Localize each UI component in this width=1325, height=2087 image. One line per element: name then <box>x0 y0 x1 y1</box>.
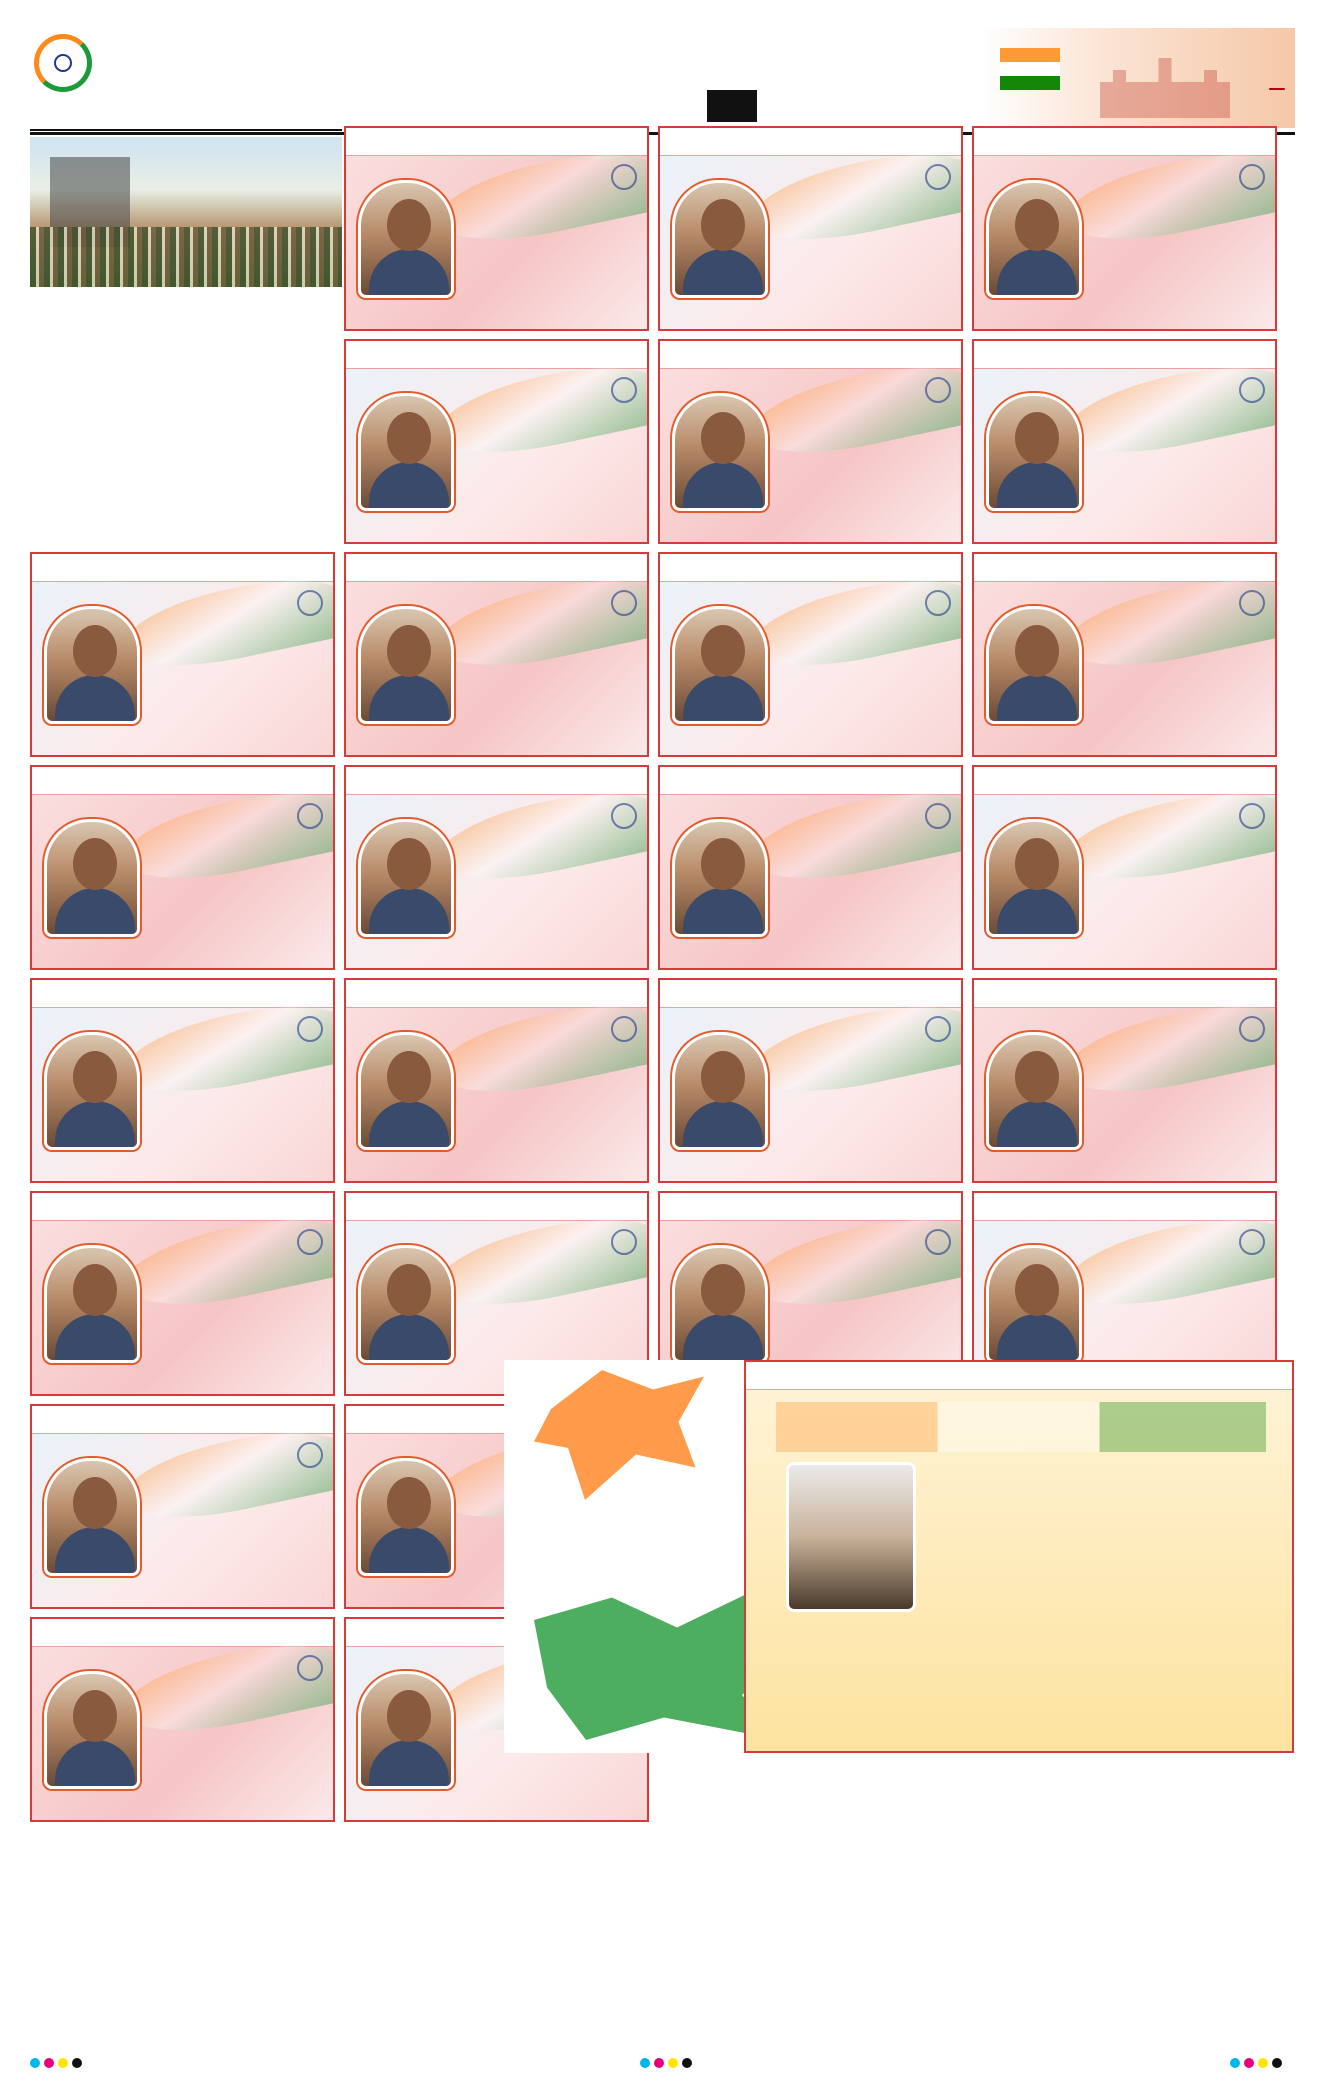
photo-head-shape <box>701 412 745 464</box>
jai-hind-logo <box>30 28 150 108</box>
tricolor-swoosh-decoration <box>745 565 963 681</box>
photo-body-shape <box>369 1740 449 1789</box>
ashoka-chakra-icon <box>925 164 951 190</box>
person-photo <box>358 1458 454 1576</box>
photo-body-shape <box>369 675 449 724</box>
ashoka-chakra-icon <box>611 377 637 403</box>
card-greeting-header <box>660 554 961 582</box>
saffron-splash-shape <box>534 1370 704 1500</box>
ashoka-chakra-icon <box>925 1229 951 1255</box>
greeting-card <box>30 552 335 757</box>
tricolor-swoosh-decoration <box>431 1204 649 1320</box>
photo-head-shape <box>387 1264 431 1316</box>
tricolor-swoosh-decoration <box>1059 778 1277 894</box>
person-photo <box>358 1245 454 1363</box>
photo-head-shape <box>1015 1051 1059 1103</box>
photo-body-shape <box>683 249 763 298</box>
card-greeting-header <box>974 767 1275 795</box>
photo-body-shape <box>55 1527 135 1576</box>
greeting-card <box>658 552 963 757</box>
card-greeting-header <box>32 554 333 582</box>
photo-head-shape <box>1015 412 1059 464</box>
photo-head-shape <box>73 1690 117 1742</box>
tricolor-swoosh-decoration <box>745 778 963 894</box>
card-greeting-header <box>346 128 647 156</box>
photo-body-shape <box>369 1101 449 1150</box>
greeting-card <box>344 978 649 1183</box>
photo-head-shape <box>701 625 745 677</box>
photo-head-shape <box>73 1477 117 1529</box>
page-number <box>707 90 757 122</box>
tricolor-swoosh-decoration <box>745 139 963 255</box>
tricolor-swoosh-decoration <box>117 565 335 681</box>
photo-body-shape <box>55 1101 135 1150</box>
person-photo <box>986 819 1082 937</box>
person-photo <box>44 1245 140 1363</box>
photo-body-shape <box>683 675 763 724</box>
card-greeting-header <box>346 767 647 795</box>
card-greeting-header <box>32 1619 333 1647</box>
ashoka-chakra-icon <box>297 1655 323 1681</box>
photo-body-shape <box>55 1740 135 1789</box>
photo-body-shape <box>369 888 449 937</box>
photo-body-shape <box>683 1101 763 1150</box>
card-greeting-header <box>974 1193 1275 1221</box>
photo-body-shape <box>683 888 763 937</box>
card-greeting-header <box>974 341 1275 369</box>
person-photo <box>672 1032 768 1150</box>
tricolor-swoosh-decoration <box>1059 352 1277 468</box>
color-dots-center <box>640 2058 692 2068</box>
photo-head-shape <box>73 1051 117 1103</box>
photo-body-shape <box>997 462 1077 511</box>
tricolor-swoosh-decoration <box>117 778 335 894</box>
greeting-card <box>30 1617 335 1822</box>
photo-body-shape <box>683 462 763 511</box>
photo-head-shape <box>1015 838 1059 890</box>
ashoka-chakra-icon <box>611 590 637 616</box>
photo-body-shape <box>55 675 135 724</box>
indian-flag-icon <box>1000 48 1060 90</box>
ashoka-chakra-icon <box>611 1229 637 1255</box>
card-greeting-header <box>32 1193 333 1221</box>
card-greeting-header <box>32 767 333 795</box>
person-photo <box>986 1032 1082 1150</box>
tricolor-swoosh-decoration <box>431 565 649 681</box>
person-photo <box>44 1032 140 1150</box>
card-greeting-header <box>974 128 1275 156</box>
ashoka-chakra-icon <box>611 1016 637 1042</box>
tricolor-decoration <box>776 1402 1266 1452</box>
greeting-card <box>344 339 649 544</box>
ashoka-chakra-icon <box>297 1442 323 1468</box>
photo-head-shape <box>387 199 431 251</box>
photo-head-shape <box>701 199 745 251</box>
ashoka-chakra-icon <box>925 1016 951 1042</box>
photo-body-shape <box>55 1314 135 1363</box>
person-photo <box>44 606 140 724</box>
photo-head-shape <box>1015 199 1059 251</box>
photo-head-shape <box>1015 625 1059 677</box>
photo-head-shape <box>701 838 745 890</box>
person-photo <box>986 1245 1082 1363</box>
greeting-card <box>344 552 649 757</box>
greeting-card <box>30 1404 335 1609</box>
person-photo <box>44 819 140 937</box>
photo-body-shape <box>997 888 1077 937</box>
ashoka-chakra-icon <box>297 1016 323 1042</box>
red-fort-icon <box>1100 58 1230 118</box>
card-greeting-header <box>346 980 647 1008</box>
person-photo <box>358 819 454 937</box>
article-photo <box>30 137 342 287</box>
tricolor-swoosh-decoration <box>1059 991 1277 1107</box>
article-headline <box>30 126 342 131</box>
card-greeting-header <box>660 128 961 156</box>
print-registration-marks <box>30 2058 1295 2070</box>
ashoka-chakra-icon <box>925 590 951 616</box>
tricolor-swoosh-decoration <box>117 991 335 1107</box>
photo-body-shape <box>683 1314 763 1363</box>
greeting-card <box>658 765 963 970</box>
person-photo <box>672 393 768 511</box>
photo-head-shape <box>73 1264 117 1316</box>
person-photo <box>358 393 454 511</box>
photo-head-shape <box>701 1051 745 1103</box>
greeting-card <box>30 765 335 970</box>
card-greeting-header <box>32 980 333 1008</box>
greeting-card <box>344 126 649 331</box>
person-photo <box>672 819 768 937</box>
person-photo <box>986 606 1082 724</box>
card-greeting-header <box>660 980 961 1008</box>
greeting-card <box>30 978 335 1183</box>
card-greeting-header <box>974 980 1275 1008</box>
mp-greeting-card <box>744 1360 1294 1753</box>
masthead <box>30 28 1295 128</box>
photo-body-shape <box>997 1101 1077 1150</box>
greeting-card <box>658 339 963 544</box>
mp-photo-1 <box>786 1462 916 1612</box>
color-dots-left <box>30 2058 82 2068</box>
photo-head-shape <box>73 625 117 677</box>
card-greeting-header <box>346 341 647 369</box>
tricolor-swoosh-decoration <box>1059 1204 1277 1320</box>
ashoka-chakra-icon <box>297 803 323 829</box>
greeting-card <box>972 126 1277 331</box>
person-photo <box>986 180 1082 298</box>
person-photo <box>672 1245 768 1363</box>
tricolor-swoosh-decoration <box>117 1204 335 1320</box>
person-photo <box>986 393 1082 511</box>
greeting-card <box>30 1191 335 1396</box>
person-photo <box>358 1671 454 1789</box>
independence-day-banner <box>980 28 1295 128</box>
photo-head-shape <box>387 1051 431 1103</box>
ashoka-chakra-icon <box>297 590 323 616</box>
ashoka-chakra-icon <box>1239 377 1265 403</box>
mp-card-header <box>746 1362 1292 1390</box>
banner-line-3 <box>1269 88 1285 90</box>
tricolor-swoosh-decoration <box>1059 139 1277 255</box>
person-photo <box>358 606 454 724</box>
photo-head-shape <box>387 1690 431 1742</box>
tricolor-swoosh-decoration <box>117 1630 335 1746</box>
greeting-card <box>972 339 1277 544</box>
greeting-card <box>658 978 963 1183</box>
color-dots-right <box>1230 2058 1282 2068</box>
photo-body-shape <box>369 1527 449 1576</box>
tricolor-swoosh-decoration <box>431 778 649 894</box>
tricolor-swoosh-decoration <box>745 1204 963 1320</box>
person-photo <box>358 180 454 298</box>
ashoka-chakra-icon <box>611 803 637 829</box>
ashoka-chakra-icon <box>611 164 637 190</box>
ashoka-chakra-icon <box>54 54 72 72</box>
person-photo <box>358 1032 454 1150</box>
card-greeting-header <box>660 1193 961 1221</box>
photo-head-shape <box>73 838 117 890</box>
photo-body-shape <box>369 249 449 298</box>
card-greeting-header <box>660 341 961 369</box>
person-photo <box>44 1671 140 1789</box>
tricolor-swoosh-decoration <box>745 991 963 1107</box>
greeting-card <box>658 126 963 331</box>
photo-body-shape <box>369 462 449 511</box>
tricolor-swoosh-decoration <box>431 139 649 255</box>
ashoka-chakra-icon <box>925 803 951 829</box>
ashoka-chakra-icon <box>1239 803 1265 829</box>
ashoka-chakra-icon <box>1239 590 1265 616</box>
tricolor-swoosh-decoration <box>745 352 963 468</box>
tricolor-swoosh-decoration <box>1059 565 1277 681</box>
photo-body-shape <box>369 1314 449 1363</box>
greeting-card <box>972 765 1277 970</box>
card-greeting-header <box>346 1193 647 1221</box>
tricolor-swoosh-decoration <box>431 991 649 1107</box>
greeting-card <box>972 978 1277 1183</box>
news-article <box>30 126 342 546</box>
photo-body-shape <box>997 249 1077 298</box>
card-greeting-header <box>32 1406 333 1434</box>
ashoka-chakra-icon <box>925 377 951 403</box>
person-photo <box>44 1458 140 1576</box>
ashoka-chakra-icon <box>1239 1016 1265 1042</box>
card-greeting-header <box>346 554 647 582</box>
photo-body-shape <box>997 675 1077 724</box>
tricolor-swoosh-decoration <box>431 352 649 468</box>
photo-body-shape <box>997 1314 1077 1363</box>
photo-parade-shape <box>30 227 342 287</box>
photo-head-shape <box>387 625 431 677</box>
photo-head-shape <box>387 838 431 890</box>
photo-body-shape <box>55 888 135 937</box>
ashoka-chakra-icon <box>1239 1229 1265 1255</box>
photo-head-shape <box>387 1477 431 1529</box>
greeting-card <box>972 552 1277 757</box>
person-photo <box>672 606 768 724</box>
photo-head-shape <box>1015 1264 1059 1316</box>
card-greeting-header <box>660 767 961 795</box>
photo-head-shape <box>701 1264 745 1316</box>
tricolor-swoosh-decoration <box>117 1417 335 1533</box>
greeting-card <box>344 765 649 970</box>
ashoka-chakra-icon <box>297 1229 323 1255</box>
ashoka-chakra-icon <box>1239 164 1265 190</box>
photo-head-shape <box>387 412 431 464</box>
card-greeting-header <box>974 554 1275 582</box>
person-photo <box>672 180 768 298</box>
